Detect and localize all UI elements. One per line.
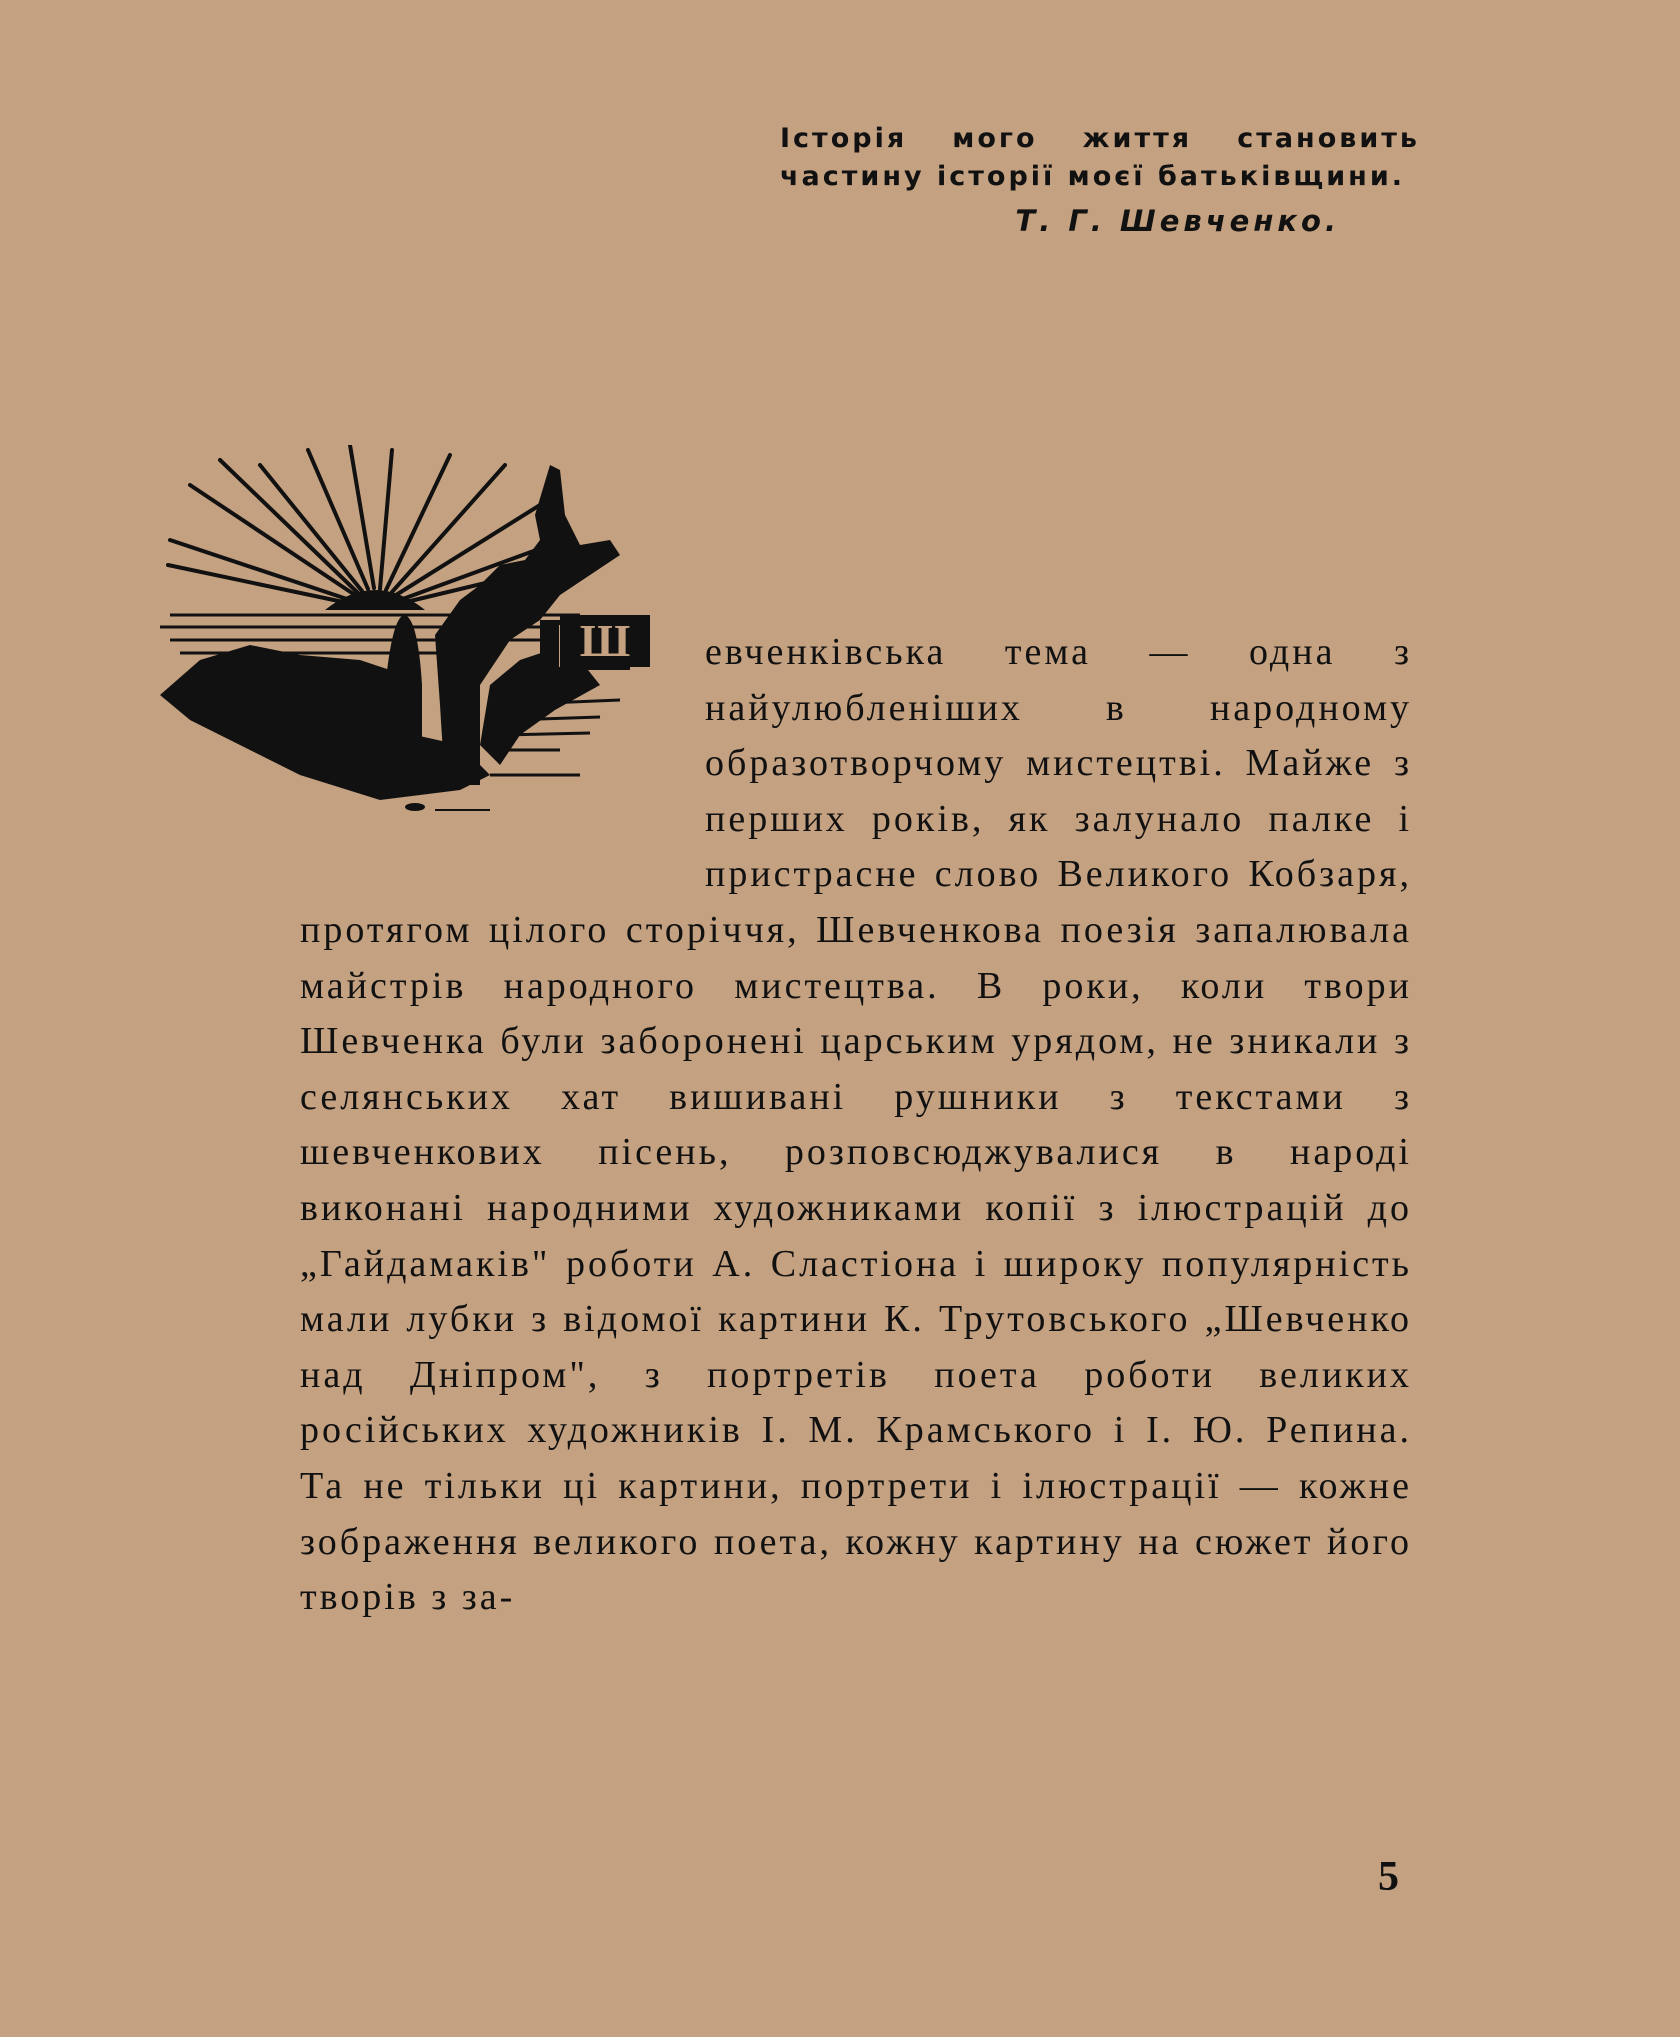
body-paragraph: евченківська тема — одна з найулюбленіших в народному образотворчому мистецтві. Майже з перших років, як залунало палке і пристрасне слово Великого Кобзаря, протягом цілого сторіччя, Шевченкова поезія запалювала майстрів народного мистецтва. В роки, коли твори Шевченка були заборонені царським урядом, не зникали з селянських хат вишивані рушники з текстами з шевченкових пісень, розповсюджувалися в народі виконані народними художниками копії з ілюстрацій до „Гайдамаків" роботи А. Сластіона і широку популярність мали лубки з відомої картини К. Трутовського „Шевченко над Дніпром", з портретів поета роботи великих російських художників І. М. Крамського і І. Ю. Репина. Та не тільки ці картини, портрети і ілюстрації — кожне зображення великого поета, кожну картину на сюжет його творів з за- bbox=[300, 631, 1412, 1619]
epigraph-author: Т. Г. Шевченко. bbox=[1015, 204, 1340, 238]
epigraph-text: Історія мого життя становить частину історії моєї батьківщини. bbox=[780, 123, 1420, 192]
epigraph bbox=[780, 120, 1420, 240]
page-number: 5 bbox=[1378, 1854, 1399, 1900]
body-text-block bbox=[300, 625, 1412, 1626]
vignette-spacer bbox=[300, 625, 705, 891]
drop-cap-letter: Ш bbox=[579, 615, 631, 666]
